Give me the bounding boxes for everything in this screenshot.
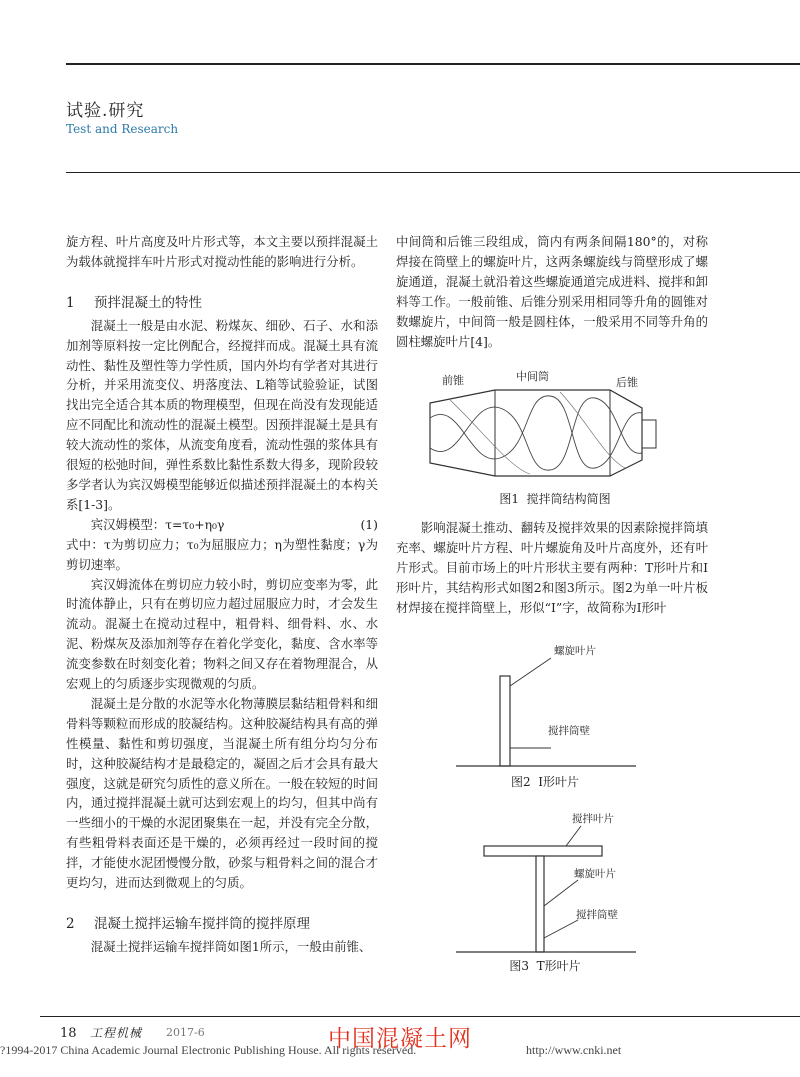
figure-3-caption bbox=[470, 957, 620, 974]
formula-number: (1) bbox=[360, 516, 378, 532]
figure-3-t-blade-diagram bbox=[456, 810, 636, 960]
cnki-link[interactable]: http://www.cnki.net bbox=[526, 1043, 622, 1057]
section-1-paragraph-2: 宾汉姆流体在剪切应力较小时，剪切应变率为零，此时流体静止，只有在剪切应力超过屈服应力时，才会发生流动。混凝土在搅动过程中，粗骨料、细骨料、水、水泥、粉煤灰及添加剂等存在着化学变化，黏度、含水率等流变参数在时刻变化着；物料之间又存在着物理混合，从宏观上的匀质逐步实现微观的匀质。 bbox=[66, 576, 378, 692]
top-rule bbox=[66, 63, 800, 65]
issue-date: 2017-6 bbox=[166, 1026, 205, 1039]
figure-1-label-front: 前锥 bbox=[442, 374, 464, 387]
figure-2-caption bbox=[470, 773, 620, 790]
figure-2-label-blade: 螺旋叶片 bbox=[554, 645, 596, 657]
section-1-heading bbox=[66, 294, 378, 314]
section-2-paragraph-1: 混凝土搅拌运输车搅拌筒如图1所示，一般由前锥、 bbox=[90, 938, 372, 954]
formula-line bbox=[66, 515, 378, 535]
figure-1-caption-number: 图1 bbox=[499, 492, 519, 506]
section-1-paragraph-3: 混凝土是分散的水泥等水化物薄膜层黏结粗骨料和细骨料等颗粒而形成的胶凝结构。这种胶凝结构具有高的弹性模量、黏性和剪切强度，当混凝土所有组分均匀分布时，这种胶凝结构才是最稳定的，凝固之后才会具有最大强度，这就是研究匀质性的意义所在。一般在较短的时间内，通过搅拌混凝土就可达到宏观上的均匀，但其中尚有一些细小的干燥的水泥团聚集在一起，并没有完全分散，有些粗骨料表面还是干燥的，必须再经过一段时间的搅拌，才能使水泥团慢慢分散，砂浆与粗骨料之间的混合才更均匀，进而达到微观上的匀质。 bbox=[66, 695, 378, 891]
figure-2-caption-number: 图2 bbox=[510, 775, 531, 789]
figure-1-drum-diagram bbox=[420, 368, 670, 488]
section-1-number: 1 bbox=[66, 294, 75, 311]
figure-1-caption-text: 搅拌筒结构简图 bbox=[526, 492, 611, 506]
figure-2-label-wall: 搅拌筒壁 bbox=[548, 725, 590, 737]
watermark-text: 中国混凝土网 bbox=[328, 1026, 472, 1052]
figure-3-caption-number: 图3 bbox=[509, 959, 529, 973]
right-column-text-1 bbox=[396, 232, 708, 351]
header-rule bbox=[66, 172, 800, 173]
section-1-title: 预拌混凝土的特性 bbox=[94, 294, 202, 311]
figure-1-caption bbox=[440, 490, 670, 507]
figure-1-label-rear: 后锥 bbox=[616, 376, 638, 389]
section-2-title: 混凝土搅拌运输车搅拌筒的搅拌原理 bbox=[94, 916, 310, 932]
figure-3-label-wall: 搅拌筒壁 bbox=[576, 909, 618, 921]
section-2-number: 2 bbox=[66, 916, 75, 932]
copyright-text: ?1994-2017 China Academic Journal Electronic Publishing House. All rights reserved. bbox=[0, 1043, 417, 1057]
figure-2-caption-text: I形叶片 bbox=[538, 775, 580, 789]
section-title: 试验.研究 bbox=[66, 101, 145, 121]
intro-paragraph: 旋方程、叶片高度及叶片形式等，本文主要以预拌混凝土为载体就搅拌车叶片形式对搅动性能的影响进行分析。 bbox=[66, 234, 378, 269]
footer-rule bbox=[40, 1016, 800, 1017]
figure-3-caption-text: T形叶片 bbox=[536, 959, 581, 973]
section-2-heading bbox=[66, 915, 378, 935]
section-title-english: Test and Research bbox=[66, 122, 179, 136]
right-paragraph-2: 影响混凝土推动、翻转及搅拌效果的因素除搅拌筒填充率、螺旋叶片方程、叶片螺旋角及叶片高度外，还有叶片形式。目前市场上的叶片形状主要有两种：T形叶片和I形叶片，其结构形式如图2和图3所示。图2为单一叶片板材焊接在搅拌筒壁上，形似“I”字，故简称为I形叶 bbox=[396, 520, 708, 615]
figure-2-i-blade-diagram bbox=[456, 638, 636, 773]
formula: τ=τ₀+η₀γ bbox=[165, 516, 225, 532]
figure-1-label-middle: 中间筒 bbox=[516, 370, 549, 383]
journal-name: 工程机械 bbox=[90, 1026, 143, 1040]
figure-3-label-blade: 螺旋叶片 bbox=[574, 868, 616, 880]
figure-3-label-blade-top: 搅拌叶片 bbox=[572, 813, 614, 825]
left-column bbox=[66, 232, 378, 957]
right-paragraph-1: 中间筒和后锥三段组成，筒内有两条间隔180°的，对称焊接在筒壁上的螺旋叶片，这两条螺旋线与筒壁形成了螺旋通道，混凝土就沿着这些螺旋通道完成进料、搅拌和卸料等工作。一般前锥、后锥分别采用相同等升角的圆锥对数螺旋片，中间筒一般是圆柱体，一般采用不同等升角的圆柱螺旋叶片[4]。 bbox=[396, 234, 708, 349]
section-1-paragraph-1: 混凝土一般是由水泥、粉煤灰、细砂、石子、水和添加剂等原料按一定比例配合，经搅拌而成。混凝土具有流动性、黏性及塑性等力学性质，国内外均有学者对其进行分析，并采用流变仪、坍落度法、L箱等试验验证，试图找出完全适合其本质的物理模型，但现在尚没有发现能适应不同配比和流动性的混凝土模型。因预拌混凝土是具有较大流动性的浆体，从流变角度看，流动性强的浆体具有很短的松弛时间，弹性系数比黏性系数大得多，现阶段较多学者认为宾汉姆模型能够近似描述预拌混凝土的本构关系[1-3]。 bbox=[66, 317, 378, 512]
right-column-text-2 bbox=[396, 518, 708, 618]
page-number: 18 bbox=[60, 1026, 77, 1041]
formula-label: 宾汉姆模型： bbox=[90, 516, 166, 532]
formula-description: 式中：τ为剪切应力；τ₀为屈服应力；η为塑性黏度；γ为剪切速率。 bbox=[66, 536, 378, 572]
